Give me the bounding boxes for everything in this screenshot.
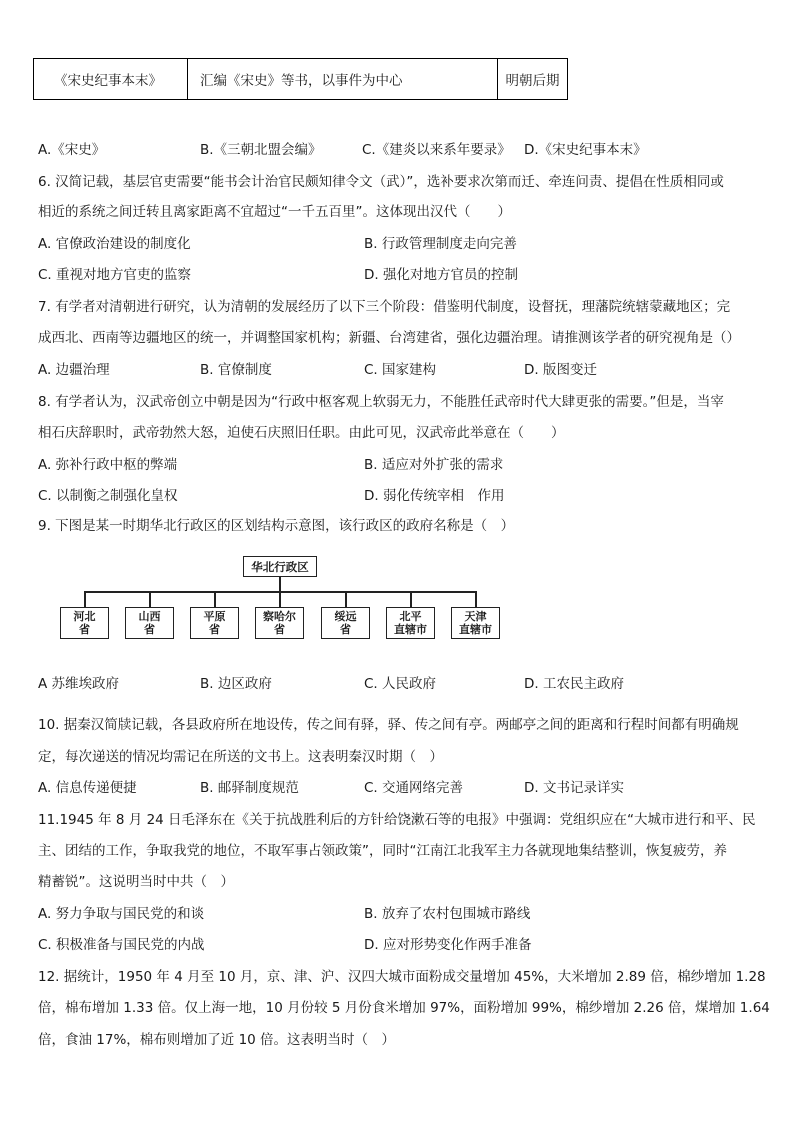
diagram-node-tianjin — [451, 607, 500, 639]
node-line: 察哈尔 — [263, 610, 296, 623]
diagram-root-box: 华北行政区 — [243, 556, 317, 577]
node-line: 山西 — [138, 610, 161, 623]
q8-option-d: D. 弱化传统宰相 作用 — [364, 488, 505, 504]
q8-option-a: A. 弥补行政中枢的弊端 — [38, 457, 178, 473]
region-structure-diagram — [60, 556, 510, 646]
q8-stem-line-1: 8. 有学者认为，汉武帝创立中朝是因为“行政中枢客观上软弱无力，不能胜任武帝时代大肆更张的需要。”但是，当宰 — [38, 394, 724, 410]
table-cell-description: 汇编《宋史》等书，以事件为中心 — [188, 59, 498, 99]
q9-option-b: B. 边区政府 — [200, 676, 272, 692]
q8-option-c: C. 以制衡之制强化皇权 — [38, 488, 178, 504]
q5-option-b: B.《三朝北盟会编》 — [200, 142, 322, 158]
diagram-child-connector — [345, 591, 347, 607]
node-line: 省 — [144, 623, 155, 636]
q7-option-c: C. 国家建构 — [364, 362, 437, 378]
node-line: 省 — [340, 623, 351, 636]
q10-option-d: D. 文书记录详实 — [524, 780, 624, 796]
q10-stem-line-1: 10. 据秦汉简牍记载，各县政府所在地设传，传之间有驿，驿、传之间有亭。两邮亭之间的距离和行程时间都有明确规 — [38, 717, 739, 733]
q7-option-d: D. 版图变迁 — [524, 362, 597, 378]
q11-option-d: D. 应对形势变化作两手准备 — [364, 937, 532, 953]
q12-stem-line-3: 倍，食油 17%，棉布则增加了近 10 倍。这表明当时（ ） — [38, 1032, 396, 1048]
q10-option-a: A. 信息传递便捷 — [38, 780, 137, 796]
q9-option-a: A 苏维埃政府 — [38, 676, 120, 692]
diagram-child-connector — [279, 591, 281, 607]
q6-option-d: D. 强化对地方官员的控制 — [364, 267, 518, 283]
q10-option-c: C. 交通网络完善 — [364, 780, 464, 796]
q5-option-a: A.《宋史》 — [38, 142, 106, 158]
diagram-node-pingyuan — [190, 607, 239, 639]
diagram-child-connector — [214, 591, 216, 607]
q9-option-c: C. 人民政府 — [364, 676, 437, 692]
node-line: 绥远 — [334, 610, 357, 623]
q5-option-d: D.《宋史纪事本末》 — [524, 142, 647, 158]
node-line: 平原 — [203, 610, 226, 623]
q7-option-b: B. 官僚制度 — [200, 362, 272, 378]
q11-stem-line-3: 精蓄锐”。这说明当时中共（ ） — [38, 874, 234, 890]
node-line: 河北 — [73, 610, 96, 623]
diagram-child-connector — [410, 591, 412, 607]
q6-stem-line-1: 6. 汉简记载，基层官吏需要“能书会计治官民颇知律令文（武）”，选补要求次第而迁、牵连问责、提倡在性质相同或 — [38, 174, 724, 190]
q6-option-c: C. 重视对地方官吏的监察 — [38, 267, 192, 283]
table-cell-period: 明朝后期 — [505, 73, 560, 89]
q11-stem-line-2: 主、团结的工作，争取我党的地位，不取军事占领政策”，同时“江南江北我军主力各就现地集结整训，恢复疲劳，养 — [38, 843, 727, 859]
node-line: 天津 — [464, 610, 487, 623]
table-cell-book: 《宋史纪事本末》 — [34, 59, 188, 99]
q7-stem-line-2: 成西北、西南等边疆地区的统一，并调整国家机构；新疆、台湾建省，强化边疆治理。请推测该学者的研究视角是（） — [38, 330, 740, 346]
q10-option-b: B. 邮驿制度规范 — [200, 780, 299, 796]
q11-option-c: C. 积极准备与国民党的内战 — [38, 937, 205, 953]
q11-option-b: B. 放弃了农村包围城市路线 — [364, 906, 531, 922]
diagram-node-shanxi — [125, 607, 174, 639]
node-line: 省 — [209, 623, 220, 636]
q11-option-a: A. 努力争取与国民党的和谈 — [38, 906, 205, 922]
diagram-node-beiping — [386, 607, 435, 639]
diagram-node-hebei — [60, 607, 109, 639]
q9-stem: 9. 下图是某一时期华北行政区的区划结构示意图，该行政区的政府名称是（ ） — [38, 518, 515, 534]
diagram-node-suiyuan — [321, 607, 370, 639]
diagram-child-connector — [84, 591, 86, 607]
node-line: 省 — [274, 623, 285, 636]
q5-option-c: C.《建炎以来系年要录》 — [362, 142, 511, 158]
diagram-root-connector — [279, 577, 281, 591]
diagram-child-connector — [475, 591, 477, 607]
node-line: 直辖市 — [394, 623, 427, 636]
q6-stem-line-2: 相近的系统之间迁转且离家距离不宜超过“一千五百里”。这体现出汉代（ ） — [38, 204, 511, 220]
diagram-child-connector — [149, 591, 151, 607]
q8-stem-line-2: 相石庆辞职时，武帝勃然大怒，迫使石庆照旧任职。由此可见，汉武帝此举意在（ ） — [38, 425, 565, 441]
q7-stem-line-1: 7. 有学者对清朝进行研究，认为清朝的发展经历了以下三个阶段：借鉴明代制度，设督抚，理藩院统辖蒙藏地区；完 — [38, 299, 731, 315]
q11-stem-line-1: 11.1945 年 8 月 24 日毛泽东在《关于抗战胜利后的方针给饶漱石等的电报》中强调：党组织应在“大城市进行和平、民 — [38, 812, 756, 828]
q10-stem-line-2: 定，每次递送的情况均需记在所送的文书上。这表明秦汉时期（ ） — [38, 749, 443, 765]
q8-option-b: B. 适应对外扩张的需求 — [364, 457, 504, 473]
q6-option-a: A. 官僚政治建设的制度化 — [38, 236, 191, 252]
q6-option-b: B. 行政管理制度走向完善 — [364, 236, 517, 252]
source-table — [33, 58, 568, 100]
node-line: 直辖市 — [459, 623, 492, 636]
q12-stem-line-2: 倍，棉布增加 1.33 倍。仅上海一地，10 月份较 5 月份食米增加 97%，面粉增加 99%，棉纱增加 2.26 倍，煤增加 1.64 — [38, 1000, 770, 1016]
node-line: 北平 — [399, 610, 422, 623]
q12-stem-line-1: 12. 据统计，1950 年 4 月至 10 月，京、津、沪、汉四大城市面粉成交量增加 45%，大米增加 2.89 倍，棉纱增加 1.28 — [38, 969, 766, 985]
q7-option-a: A. 边疆治理 — [38, 362, 110, 378]
diagram-node-chahar — [255, 607, 304, 639]
q9-option-d: D. 工农民主政府 — [524, 676, 624, 692]
node-line: 省 — [79, 623, 90, 636]
